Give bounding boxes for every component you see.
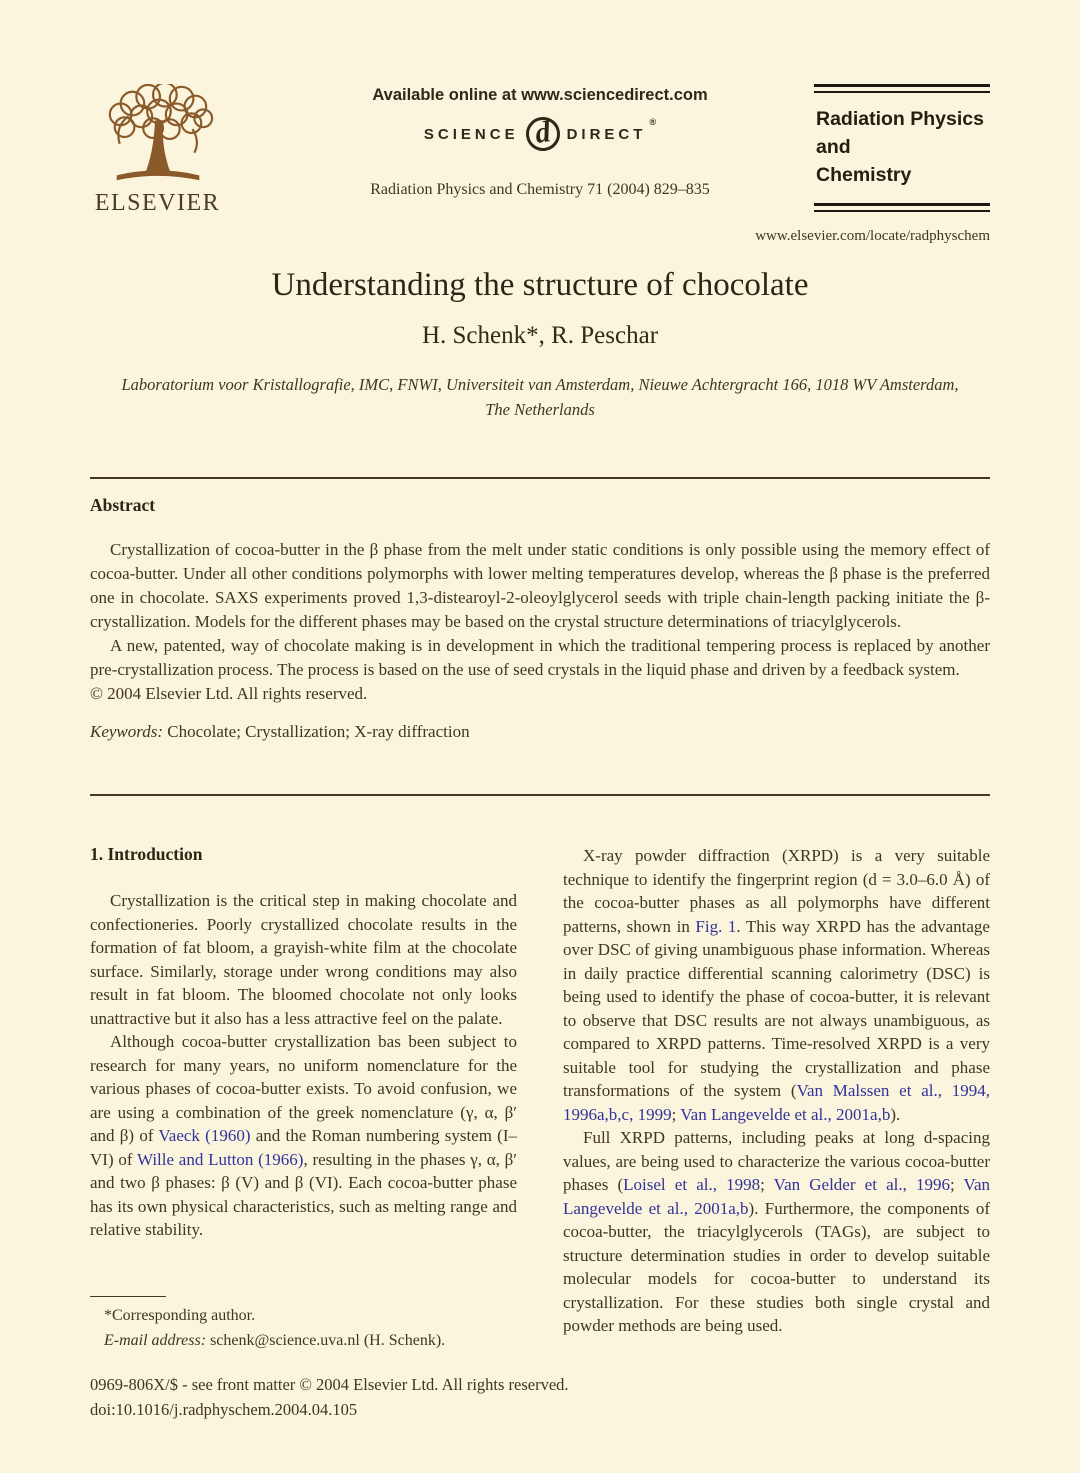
abstract-bottom-rule: [90, 794, 990, 796]
registered-mark: ®: [649, 117, 657, 127]
journal-name-line3: Chemistry: [816, 164, 912, 186]
body-columns: [90, 844, 990, 1338]
journal-homepage-link[interactable]: www.elsevier.com/locate/radphyschem: [755, 228, 990, 244]
journal-citation-line: Radiation Physics and Chemistry 71 (2004) 829–835: [370, 181, 710, 198]
sciencedirect-logo: [320, 114, 760, 151]
keywords-line: [90, 722, 990, 742]
abstract-paragraph-1: Crystallization of cocoa-butter in the β phase from the melt under static conditions is only possible using the memory effect of cocoa-butter. Under all other conditions polymorphs with lower melting temperatures develop, whereas the β phase is the preferred one in chocolate. SAXS experiments proved 1,3-distearoyl-2-oleoylglycerol seeds with triple chain-length packing initiate the β-crystallization. Models for the different phases may be based on the crystal structure determinations of triacylglycerols.: [90, 540, 990, 631]
title-block: [0, 267, 1080, 422]
sciencedirect-d-icon: d: [523, 115, 561, 153]
text-segment: . This way XRPD has the advantage over DSC of giving unambiguous phase information. Whereas in daily practice differential scanning calorimetry (DSC) is being used to identify the phase of cocoa-butter, it is relevant to observe that DSC results are not always unambiguous, as compared to XRPD patterns. Time-resolved XRPD is a very suitable tool for studying the crystallization and phase transformations of the system (: [563, 916, 990, 1100]
corresponding-author-note: *Corresponding author.: [104, 1307, 256, 1324]
abstract-heading: Abstract: [90, 495, 156, 515]
citation-link[interactable]: Van Langevelde et al., 2001a,b: [680, 1104, 891, 1124]
masthead-top-rule: [814, 84, 990, 93]
article-title: Understanding the structure of chocolate: [271, 267, 809, 303]
text-segment: ).: [890, 1104, 901, 1124]
citation-link[interactable]: Van Langevelde et al., 2001a,b: [563, 1175, 990, 1218]
section-heading-introduction: 1. Introduction: [90, 844, 203, 864]
text-segment: and the Roman numbering system (I–VI) of: [90, 1126, 517, 1169]
body-paragraph-xrpd: [563, 844, 990, 1126]
email-label: E-mail address:: [104, 1332, 207, 1349]
header-center: [320, 86, 760, 199]
body-paragraph-full-xrpd: [563, 1126, 990, 1338]
abstract-top-rule: [90, 477, 990, 479]
citation-link[interactable]: Fig. 1: [695, 916, 737, 936]
abstract-paragraph-2: A new, patented, way of chocolate making is in development in which the traditional tempering process is replaced by another pre-crystallization process. The process is based on the use of seed crystals in the liquid phase and driven by a feedback system.: [90, 636, 990, 679]
journal-name-line1: Radiation Physics: [816, 108, 984, 130]
right-column: [563, 844, 990, 1338]
available-online-link[interactable]: Available online at www.sciencedirect.com: [372, 86, 708, 104]
footnote-block: [90, 1296, 550, 1353]
keywords-label: Keywords:: [90, 722, 164, 741]
elsevier-tree-icon: [99, 84, 217, 188]
text-segment: Although cocoa-butter crystallization bas been subject to research for many years, no uniform nomenclature for the various phases of cocoa-butter exists. To avoid confusion, we are using a combination of the greek nomenclature (γ, α, β′ and β) of: [90, 1032, 517, 1145]
abstract-section: [90, 495, 990, 742]
intro-paragraph-1: Crystallization is the critical step in making chocolate and confectioneries. Poorly crystallized chocolate results in the formation of fat bloom, a grayish-white film at the chocolate surface. Similarly, storage under wrong conditions may also result in fat bloom. The bloomed chocolate not only looks unattractive but it also has a less attractive feel on the palate.: [90, 891, 517, 1028]
elsevier-wordmark: ELSEVIER: [94, 190, 221, 216]
page-header: [85, 84, 990, 244]
citation-link[interactable]: Loisel et al., 1998: [623, 1175, 761, 1194]
copyright-line: © 2004 Elsevier Ltd. All rights reserved.: [90, 684, 368, 703]
text-segment: ;: [671, 1104, 681, 1124]
text-segment: ;: [949, 1175, 964, 1194]
doi-link[interactable]: doi:10.1016/j.radphyschem.2004.04.105: [90, 1400, 358, 1419]
text-segment: Full XRPD patterns, including peaks at long d-spacing values, are being used to characterize the various cocoa-butter phases (: [563, 1128, 990, 1194]
text-segment: , resulting in the phases γ, α, β′ and two β phases: β (V) and β (VI). Each cocoa-butter phase has its own physical characteristics, such as melting range and relative stability.: [90, 1149, 518, 1239]
citation-link[interactable]: Van Malssen et al., 1994, 1996a,b,c, 1999: [563, 1081, 990, 1124]
elsevier-logo: [85, 84, 230, 217]
keywords-text: Chocolate; Crystallization; X-ray diffraction: [163, 722, 470, 741]
text-segment: X-ray powder diffraction (XRPD) is a very suitable technique to identify the fingerprint region (d = 3.0–6.0 Å) of the cocoa-butter phases as all polymorphs have different patterns, shown in: [563, 846, 990, 936]
affiliation: [0, 372, 1080, 422]
text-segment: ). Furthermore, the components of cocoa-butter, the triacylglycerols (TAGs), are subject to structure determination studies in order to develop suitable molecular models for cocoa-butter to understand its crystallization. For these studies both single crystal and powder methods are being used.: [563, 1198, 990, 1335]
text-segment: ;: [760, 1175, 774, 1194]
footnote-rule: [90, 1296, 166, 1297]
left-column: [90, 844, 517, 1338]
issn-copyright-line: 0969-806X/$ - see front matter © 2004 Elsevier Ltd. All rights reserved.: [90, 1375, 569, 1394]
journal-masthead: [755, 84, 990, 244]
citation-link[interactable]: Wille and Lutton (1966): [136, 1149, 304, 1169]
intro-paragraph-2: [90, 1030, 517, 1242]
citation-link[interactable]: Vaeck (1960): [158, 1126, 251, 1145]
email-address-link[interactable]: schenk@science.uva.nl (H. Schenk).: [206, 1332, 446, 1349]
masthead-bottom-rule: [814, 203, 990, 212]
sciencedirect-direct-text: DIRECT: [566, 125, 647, 143]
citation-link[interactable]: Van Gelder et al., 1996: [773, 1175, 950, 1194]
page-footer: [90, 1372, 569, 1422]
affiliation-line2: The Netherlands: [485, 400, 595, 419]
sciencedirect-science-text: SCIENCE: [423, 125, 519, 143]
author-names: H. Schenk*, R. Peschar: [421, 322, 659, 349]
email-line: [90, 1328, 550, 1353]
affiliation-line1: Laboratorium voor Kristallografie, IMC, FNWI, Universiteit van Amsterdam, Nieuwe Achtergracht 166, 1018 WV Amsterdam,: [121, 375, 959, 394]
journal-name: [816, 105, 990, 189]
journal-name-line2: and: [816, 136, 851, 158]
